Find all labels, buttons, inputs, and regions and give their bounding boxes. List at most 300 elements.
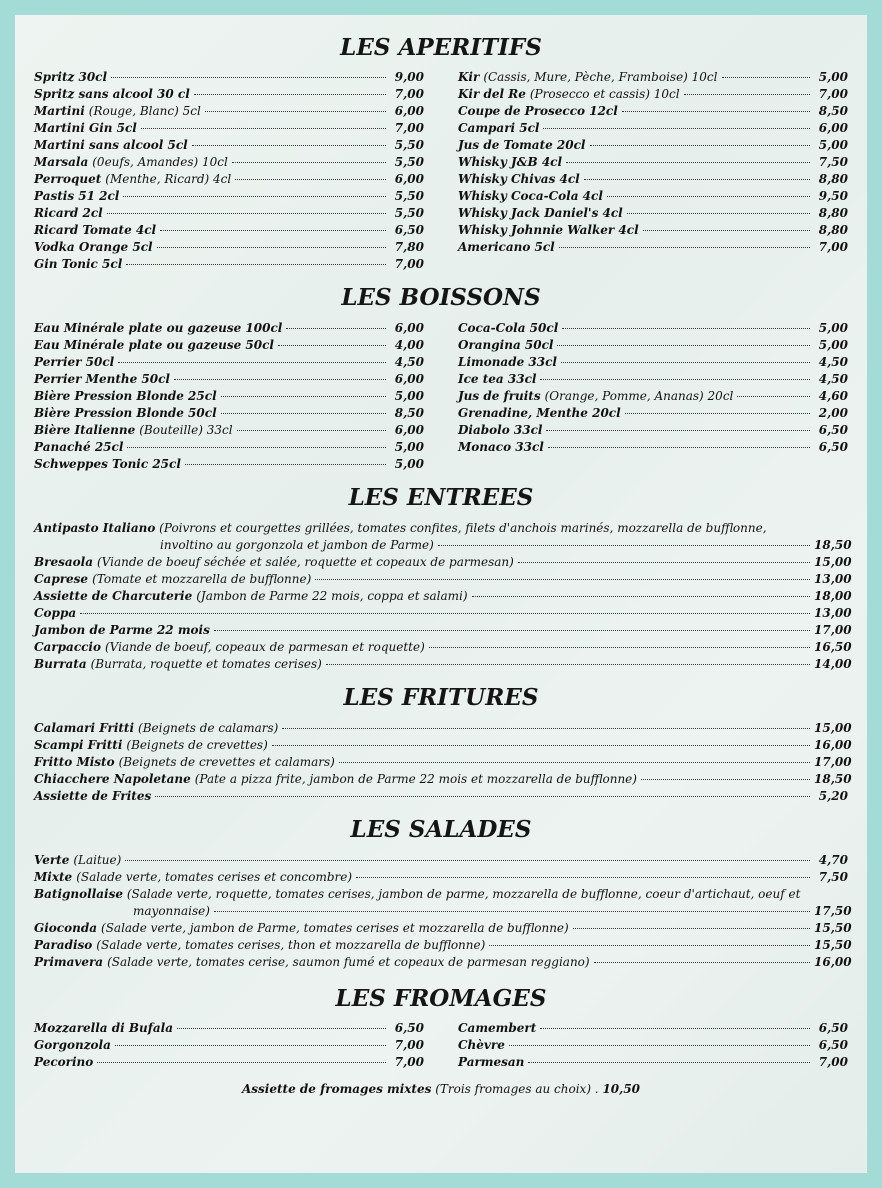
item-name: Bière Pression Blonde 25cl — [34, 389, 217, 403]
menu-item — [34, 337, 424, 354]
item-price: 7,00 — [394, 1038, 424, 1052]
item-description: (Pate a pizza frite, jambon de Parme 22 mois et mozzarella de bufflonne) — [194, 772, 637, 786]
menu-item — [458, 154, 848, 171]
dot-leader — [155, 796, 810, 797]
item-price: 16,00 — [814, 955, 852, 969]
menu-item — [458, 439, 848, 456]
dot-leader — [559, 247, 810, 248]
item-price: 7,00 — [818, 87, 848, 101]
item-price: 4,00 — [394, 338, 424, 352]
item-name: Eau Minérale plate ou gazeuse 100cl — [34, 321, 283, 335]
dot-leader — [356, 877, 810, 878]
item-name: Campari 5cl — [458, 121, 540, 135]
item-description: (Viande de boeuf séchée et salée, roquette et copeaux de parmesan) — [96, 555, 514, 569]
dot-leader — [235, 179, 386, 180]
menu-item — [34, 86, 424, 103]
item-name: Martini sans alcool 5cl — [34, 138, 188, 152]
item-description: (Salade verte, roquette, tomates cerises, jambon de parme, mozzarella de bufflonne, coeur d'artichaut, oeuf et — [126, 887, 801, 901]
menu-item — [34, 205, 424, 222]
item-description: (Tomate et mozzarella de bufflonne) — [92, 572, 312, 586]
item-name: Burrata — [34, 657, 87, 671]
menu-item — [34, 256, 424, 273]
item-price: 8,80 — [818, 206, 848, 220]
fromages-left-list — [34, 1020, 424, 1071]
dot-leader — [326, 664, 810, 665]
item-price: 6,50 — [818, 440, 848, 454]
item-price: 4,60 — [818, 389, 848, 403]
menu-item — [458, 1037, 848, 1054]
item-name: Coca-Cola 50cl — [458, 321, 559, 335]
item-description: (Bouteille) 33cl — [139, 423, 233, 437]
item-description: (Prosecco et cassis) 10cl — [529, 87, 680, 101]
menu-item — [34, 388, 424, 405]
menu-item — [34, 656, 852, 673]
item-name: Gioconda — [34, 921, 98, 935]
item-name: Americano 5cl — [458, 240, 555, 254]
section-title-entrees: LES ENTREES — [348, 484, 534, 511]
dot-leader — [221, 396, 386, 397]
menu-item — [458, 388, 848, 405]
item-name: Diabolo 33cl — [458, 423, 543, 437]
item-name: Calamari Fritti — [34, 721, 135, 735]
menu-item — [34, 605, 852, 622]
dot-leader — [127, 447, 386, 448]
item-price: 6,00 — [394, 104, 424, 118]
item-price: 15,50 — [814, 938, 852, 952]
dot-leader — [684, 94, 810, 95]
menu-item — [458, 86, 848, 103]
boissons-left-list — [34, 320, 424, 473]
item-price: 4,50 — [394, 355, 424, 369]
item-description: (Orange, Pomme, Ananas) 20cl — [544, 389, 734, 403]
menu-item — [34, 320, 424, 337]
menu-item — [458, 337, 848, 354]
dot-leader — [722, 77, 811, 78]
menu-item — [458, 222, 848, 239]
item-price: 7,00 — [818, 240, 848, 254]
item-description: (Beignets de crevettes et calamars) — [118, 755, 335, 769]
item-name: Martini Gin 5cl — [34, 121, 137, 135]
dot-leader — [438, 545, 810, 546]
item-description: (Beignets de crevettes) — [126, 738, 268, 752]
salade-item-batignollaise — [34, 886, 852, 920]
menu-item — [458, 188, 848, 205]
dot-leader — [126, 264, 386, 265]
dot-leader — [174, 379, 386, 380]
item-price: 7,00 — [394, 87, 424, 101]
menu-item — [458, 1054, 848, 1071]
dot-leader — [111, 77, 386, 78]
item-price: 5,00 — [818, 138, 848, 152]
fromages-right-list — [458, 1020, 848, 1071]
section-title-aperitifs: LES APERITIFS — [340, 34, 542, 61]
menu-item — [34, 354, 424, 371]
dot-leader — [237, 430, 386, 431]
dot-leader — [107, 213, 386, 214]
dot-leader — [214, 911, 810, 912]
item-description: (Laitue) — [73, 853, 122, 867]
dot-leader — [339, 762, 810, 763]
item-price: 8,50 — [394, 406, 424, 420]
item-name: Pecorino — [34, 1055, 94, 1069]
item-price: 8,80 — [818, 172, 848, 186]
dot-leader — [118, 362, 386, 363]
section-title-boissons: LES BOISSONS — [341, 284, 541, 311]
menu-item — [34, 771, 852, 788]
dot-leader — [625, 413, 810, 414]
item-name: Gin Tonic 5cl — [34, 257, 123, 271]
dot-leader — [123, 196, 386, 197]
dot-leader — [622, 111, 810, 112]
item-price: 4,70 — [818, 853, 848, 867]
menu-item — [458, 422, 848, 439]
item-name: Chèvre — [458, 1038, 505, 1052]
item-price: 5,50 — [394, 138, 424, 152]
item-name: Primavera — [34, 955, 104, 969]
item-name: Pastis 51 2cl — [34, 189, 120, 203]
menu-item — [34, 737, 852, 754]
item-price: 4,50 — [818, 355, 848, 369]
entrees-items — [34, 554, 852, 673]
item-price: 5,50 — [394, 155, 424, 169]
item-name: Grenadine, Menthe 20cl — [458, 406, 621, 420]
item-price: 5,20 — [818, 789, 848, 803]
item-price: 6,00 — [394, 423, 424, 437]
item-name: Coppa — [34, 606, 77, 620]
dot-leader — [221, 413, 386, 414]
item-price: 4,50 — [818, 372, 848, 386]
item-name: Schweppes Tonic 25cl — [34, 457, 181, 471]
menu-item — [34, 788, 848, 805]
aperitifs-left-list — [34, 69, 424, 273]
menu-item — [34, 588, 852, 605]
item-price: 6,00 — [394, 372, 424, 386]
menu-item — [34, 639, 852, 656]
item-description: (Poivrons et courgettes grillées, tomates confites, filets d'anchois marinés, mozzarella de bufflonne, — [159, 521, 767, 535]
item-price: 17,00 — [814, 623, 852, 637]
item-name: Perroquet — [34, 172, 102, 186]
dot-leader — [429, 647, 810, 648]
dot-leader — [315, 579, 810, 580]
item-price: 5,00 — [394, 389, 424, 403]
item-price: 6,50 — [394, 223, 424, 237]
item-price: 18,50 — [814, 538, 852, 552]
entrees-list — [34, 520, 852, 673]
item-name: Eau Minérale plate ou gazeuse 50cl — [34, 338, 274, 352]
item-name: Assiette de fromages mixtes — [241, 1082, 432, 1096]
dot-leader — [557, 345, 810, 346]
item-name: Limonade 33cl — [458, 355, 557, 369]
dot-leader — [278, 345, 386, 346]
menu-item — [34, 154, 424, 171]
menu-item — [34, 439, 424, 456]
item-name: Whisky Jack Daniel's 4cl — [458, 206, 623, 220]
menu-item — [34, 171, 424, 188]
item-price: 10,50 — [602, 1082, 641, 1096]
item-description: (Menthe, Ricard) 4cl — [105, 172, 232, 186]
item-price: 15,50 — [814, 921, 852, 935]
item-name: Parmesan — [458, 1055, 525, 1069]
menu-item — [458, 320, 848, 337]
menu-item — [34, 869, 848, 886]
item-price: 17,50 — [814, 904, 852, 918]
item-name: Antipasto Italiano — [34, 521, 156, 535]
item-price: 9,50 — [818, 189, 848, 203]
item-price: 7,00 — [394, 257, 424, 271]
item-name: Gorgonzola — [34, 1038, 111, 1052]
item-name: Spritz 30cl — [34, 70, 108, 84]
item-name: Scampi Fritti — [34, 738, 123, 752]
item-name: Carpaccio — [34, 640, 101, 654]
item-price: 6,00 — [818, 121, 848, 135]
item-description: (Viande de boeuf, copeaux de parmesan et roquette) — [105, 640, 425, 654]
boissons-right-list — [458, 320, 848, 456]
item-price: 13,00 — [814, 572, 852, 586]
menu-item — [34, 1020, 424, 1037]
item-name: Kir del Re — [458, 87, 526, 101]
item-price: 5,50 — [394, 206, 424, 220]
item-price: 6,00 — [394, 321, 424, 335]
item-price: 13,00 — [814, 606, 852, 620]
item-name: Whisky J&B 4cl — [458, 155, 563, 169]
menu-item — [458, 405, 848, 422]
item-description: (Jambon de Parme 22 mois, coppa et salami) — [196, 589, 468, 603]
item-price: 6,50 — [394, 1021, 424, 1035]
item-description: (Beignets de calamars) — [138, 721, 279, 735]
fromages-mixtes-line — [15, 1081, 867, 1098]
item-name: Jambon de Parme 22 mois — [34, 623, 210, 637]
menu-item — [458, 137, 848, 154]
section-title-salades: LES SALADES — [350, 816, 532, 843]
dot-leader — [641, 779, 810, 780]
item-price: 5,00 — [394, 440, 424, 454]
item-name: Batignollaise — [34, 887, 123, 901]
item-price: 17,00 — [814, 755, 852, 769]
item-name: Verte — [34, 853, 70, 867]
item-name: Chiacchere Napoletane — [34, 772, 191, 786]
item-name: Orangina 50cl — [458, 338, 554, 352]
item-name: Whisky Johnnie Walker 4cl — [458, 223, 639, 237]
item-price: 6,00 — [394, 172, 424, 186]
item-name: Perrier Menthe 50cl — [34, 372, 170, 386]
salades-items-a — [34, 852, 848, 886]
menu-item — [458, 103, 848, 120]
item-price: 15,00 — [814, 721, 852, 735]
dot-leader — [548, 447, 810, 448]
dot-leader — [594, 962, 810, 963]
dot-leader — [627, 213, 810, 214]
item-price: 2,00 — [818, 406, 848, 420]
dot-leader — [607, 196, 810, 197]
item-name: Marsala — [34, 155, 89, 169]
dot-leader — [540, 1028, 810, 1029]
dot-leader — [489, 945, 810, 946]
item-name: Vodka Orange 5cl — [34, 240, 153, 254]
item-price: 7,50 — [818, 870, 848, 884]
item-price: 6,50 — [818, 1021, 848, 1035]
section-title-fritures: LES FRITURES — [343, 684, 539, 711]
item-price: 7,80 — [394, 240, 424, 254]
item-description: (Salade verte, tomates cerise, saumon fumé et copeaux de parmesan reggiano) — [107, 955, 590, 969]
dot-leader — [590, 145, 811, 146]
dot-leader — [192, 145, 386, 146]
menu-item — [34, 571, 852, 588]
item-price: 18,50 — [814, 772, 852, 786]
item-description: (Rouge, Blanc) 5cl — [88, 104, 201, 118]
item-description: (Burrata, roquette et tomates cerises) — [90, 657, 322, 671]
item-description-cont: mayonnaise) — [133, 904, 210, 918]
item-name: Assiette de Frites — [34, 789, 152, 803]
dot-leader — [562, 328, 810, 329]
item-name: Ice tea 33cl — [458, 372, 537, 386]
item-name: Ricard Tomate 4cl — [34, 223, 157, 237]
item-name: Mixte — [34, 870, 73, 884]
menu-item — [34, 622, 852, 639]
dot-leader — [566, 162, 810, 163]
menu-item — [34, 937, 852, 954]
item-price: 16,00 — [814, 738, 852, 752]
dot-leader — [214, 630, 810, 631]
dot-leader — [205, 111, 386, 112]
menu-item — [34, 754, 852, 771]
item-name: Bière Italienne — [34, 423, 136, 437]
dot-leader — [286, 328, 386, 329]
item-name: Whisky Coca-Cola 4cl — [458, 189, 603, 203]
menu-item — [34, 1037, 424, 1054]
item-name: Panaché 25cl — [34, 440, 124, 454]
item-name: Fritto Misto — [34, 755, 115, 769]
item-name: Martini — [34, 104, 85, 118]
menu-item — [458, 239, 848, 256]
item-price: 5,00 — [394, 457, 424, 471]
menu-item — [458, 120, 848, 137]
dot-leader — [472, 596, 810, 597]
item-name: Camembert — [458, 1021, 537, 1035]
menu-item — [34, 222, 424, 239]
item-price: 9,00 — [394, 70, 424, 84]
item-description: (Cassis, Mure, Pèche, Framboise) 10cl — [483, 70, 718, 84]
dot-leader — [125, 860, 810, 861]
salades-items-b — [34, 920, 852, 971]
menu-item — [458, 171, 848, 188]
item-description: (Trois fromages au choix) . — [435, 1082, 599, 1096]
item-price: 8,50 — [818, 104, 848, 118]
item-description: (Salade verte, tomates cerises et concombre) — [76, 870, 353, 884]
item-name: Spritz sans alcool 30 cl — [34, 87, 190, 101]
menu-item — [34, 456, 424, 473]
menu-item — [34, 852, 848, 869]
item-price: 15,00 — [814, 555, 852, 569]
item-description: (Salade verte, jambon de Parme, tomates cerises et mozzarella de bufflonne) — [101, 921, 569, 935]
menu-item — [458, 69, 848, 86]
menu-item — [34, 422, 424, 439]
item-price: 5,50 — [394, 189, 424, 203]
salades-list — [34, 852, 852, 971]
item-name: Ricard 2cl — [34, 206, 103, 220]
item-price: 8,80 — [818, 223, 848, 237]
dot-leader — [80, 613, 810, 614]
dot-leader — [561, 362, 810, 363]
dot-leader — [185, 464, 386, 465]
item-name: Bière Pression Blonde 50cl — [34, 406, 217, 420]
menu-item — [34, 103, 424, 120]
menu-item — [34, 371, 424, 388]
dot-leader — [737, 396, 810, 397]
dot-leader — [573, 928, 810, 929]
item-name: Paradiso — [34, 938, 93, 952]
item-price: 7,00 — [818, 1055, 848, 1069]
item-price: 7,00 — [394, 1055, 424, 1069]
fritures-list — [34, 720, 852, 805]
item-name: Whisky Chivas 4cl — [458, 172, 580, 186]
item-name: Mozzarella di Bufala — [34, 1021, 173, 1035]
dot-leader — [528, 1062, 810, 1063]
item-name: Caprese — [34, 572, 89, 586]
item-price: 5,00 — [818, 338, 848, 352]
item-name: Jus de Tomate 20cl — [458, 138, 586, 152]
item-description: (Salade verte, tomates cerises, thon et mozzarella de bufflonne) — [96, 938, 486, 952]
dot-leader — [584, 179, 810, 180]
dot-leader — [282, 728, 810, 729]
menu-item — [34, 239, 424, 256]
dot-leader — [157, 247, 386, 248]
item-name: Assiette de Charcuterie — [34, 589, 193, 603]
item-price: 6,50 — [818, 423, 848, 437]
item-description: (0eufs, Amandes) 10cl — [92, 155, 228, 169]
dot-leader — [97, 1062, 386, 1063]
menu-item — [34, 1054, 424, 1071]
dot-leader — [160, 230, 386, 231]
menu-item — [34, 69, 424, 86]
dot-leader — [115, 1045, 386, 1046]
dot-leader — [643, 230, 810, 231]
menu-item — [458, 354, 848, 371]
item-price: 5,00 — [818, 70, 848, 84]
menu-item — [458, 1020, 848, 1037]
menu-item — [34, 120, 424, 137]
entree-item-antipasto — [34, 520, 852, 554]
menu-item — [34, 954, 852, 971]
item-name: Jus de fruits — [458, 389, 541, 403]
item-price: 7,00 — [394, 121, 424, 135]
dot-leader — [194, 94, 386, 95]
dot-leader — [540, 379, 810, 380]
item-price: 7,50 — [818, 155, 848, 169]
dot-leader — [177, 1028, 386, 1029]
item-name: Perrier 50cl — [34, 355, 115, 369]
dot-leader — [518, 562, 810, 563]
menu-item — [458, 205, 848, 222]
item-name: Bresaola — [34, 555, 93, 569]
menu-item — [34, 554, 852, 571]
dot-leader — [272, 745, 810, 746]
section-title-fromages: LES FROMAGES — [335, 985, 547, 1012]
menu-item — [34, 920, 852, 937]
item-name: Coupe de Prosecco 12cl — [458, 104, 618, 118]
menu-item — [34, 405, 424, 422]
dot-leader — [141, 128, 386, 129]
menu-item — [34, 720, 852, 737]
item-price: 16,50 — [814, 640, 852, 654]
item-price: 14,00 — [814, 657, 852, 671]
dot-leader — [546, 430, 810, 431]
item-price: 5,00 — [818, 321, 848, 335]
item-name: Kir — [458, 70, 480, 84]
menu-item — [34, 137, 424, 154]
item-name: Monaco 33cl — [458, 440, 544, 454]
dot-leader — [232, 162, 386, 163]
item-price: 6,50 — [818, 1038, 848, 1052]
